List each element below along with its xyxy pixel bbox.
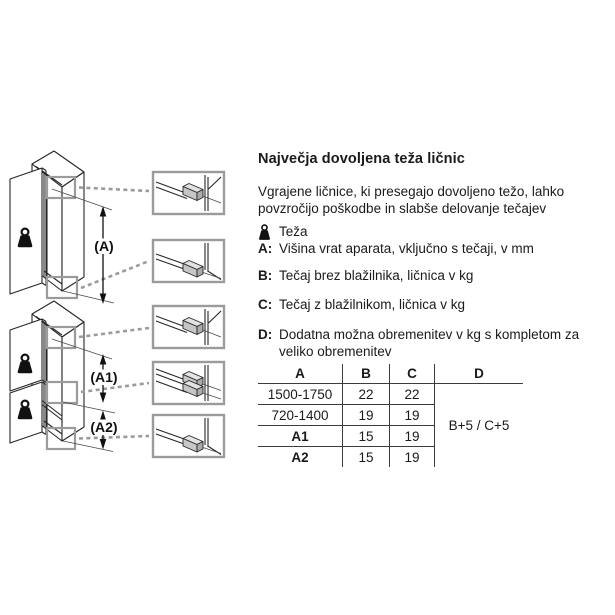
- cell-height-range: A1: [258, 426, 343, 447]
- legend-key: C:: [258, 297, 273, 312]
- dimension-A-arrow: [100, 206, 107, 304]
- cell-d-value: B+5 / C+5: [448, 418, 510, 433]
- legend-key: D:: [258, 327, 273, 342]
- legend-text: Dodatna možna obremenitev v kg s kompletom za veliko obremenitev: [279, 327, 580, 359]
- cell-b-value: 15: [343, 447, 390, 468]
- legend-text: Tečaj brez blažilnika, ličnica v kg: [279, 268, 474, 283]
- cell-height-range: A2: [258, 447, 343, 468]
- cell-b-value: 22: [343, 384, 390, 405]
- double-door-figure: [10, 301, 224, 457]
- column-header-B: B: [343, 364, 390, 384]
- top-hinge-detail: [153, 306, 224, 348]
- cell-height-range: 720-1400: [258, 405, 343, 426]
- dimension-A-label: (A): [94, 238, 114, 254]
- cell-c-value: 19: [390, 426, 435, 447]
- table-row: [258, 384, 523, 405]
- intro-paragraph: [258, 184, 564, 217]
- bottom-hinge-detail: [153, 415, 224, 457]
- legend-key: A:: [258, 241, 273, 256]
- single-door-figure: [10, 151, 224, 304]
- cell-c-value: 22: [390, 384, 435, 405]
- legend-item-D: [258, 327, 579, 360]
- column-header-A: A: [258, 364, 343, 384]
- bottom-hinge-detail: [153, 240, 224, 282]
- legend-text: Višina vrat aparata, vključno s tečaji, v mm: [279, 241, 534, 256]
- legend-item-B: [258, 268, 473, 285]
- door-weight-table: [258, 364, 523, 467]
- dimension-A2-label: (A2): [90, 419, 118, 435]
- cell-c-value: 19: [390, 447, 435, 468]
- cell-b-value: 19: [343, 405, 390, 426]
- legend-item-C: [258, 297, 465, 314]
- intro-line: Vgrajene ličnice, ki presegajo dovoljeno težo, lahko: [258, 184, 565, 199]
- cell-c-value: 19: [390, 405, 435, 426]
- weight-icon: [258, 224, 271, 241]
- column-header-C: C: [390, 364, 435, 384]
- legend-text: Teža: [279, 224, 308, 240]
- intro-line: povzročijo poškodbe in slabše delovanje tečajev: [258, 200, 547, 216]
- top-hinge-detail: [153, 172, 224, 214]
- middle-hinge-detail: [153, 362, 224, 404]
- cell-height-range: 1500-1750: [258, 384, 343, 405]
- dimension-A1-label: (A1): [90, 369, 118, 385]
- table-header-row: [258, 364, 523, 384]
- cell-b-value: 15: [343, 426, 390, 447]
- appliance-door-diagram: [0, 145, 250, 475]
- legend-item-weight: [258, 224, 308, 241]
- legend-key: B:: [258, 268, 273, 283]
- legend-text: Tečaj z blažilnikom, ličnica v kg: [279, 297, 466, 312]
- page-title: Največja dovoljena teža ličnic: [258, 151, 465, 167]
- legend-item-A: [258, 241, 534, 258]
- column-header-D: D: [435, 364, 524, 384]
